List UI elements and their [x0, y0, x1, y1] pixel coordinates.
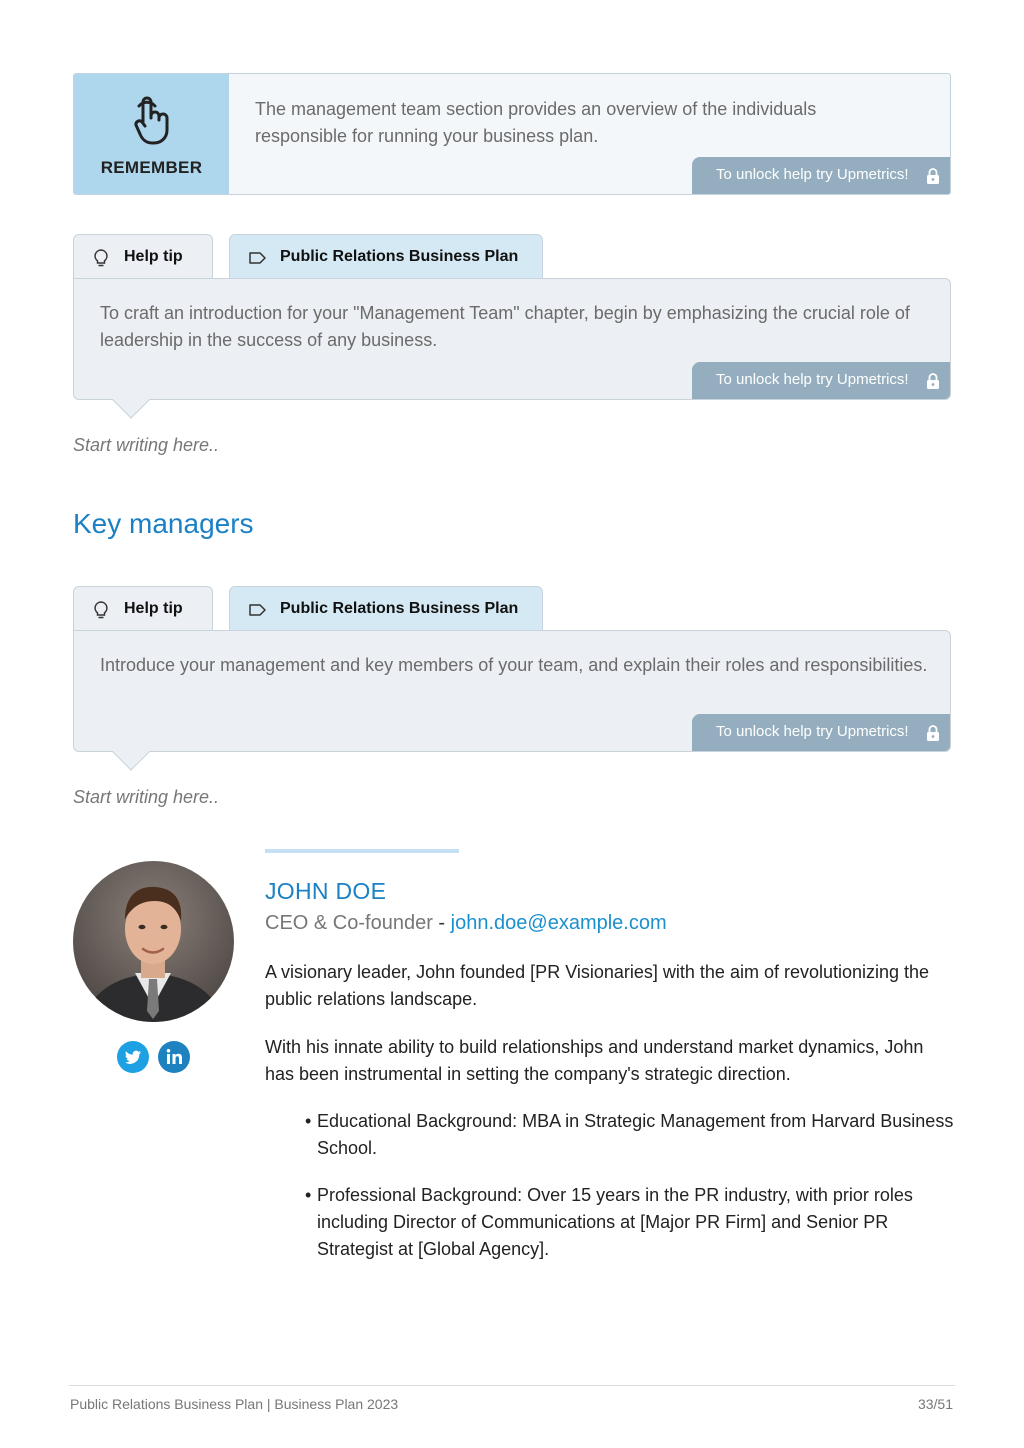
tab-plan-name[interactable]: [229, 234, 543, 279]
tag-icon: [248, 600, 266, 620]
bullet-dot: •: [305, 1185, 312, 1205]
tab-help-tip-label: Help tip: [124, 248, 183, 265]
profile-bio-paragraph: With his innate ability to build relationships and understand market dynamics, John has been instrumental in setting the company's strategic direction.: [265, 1037, 924, 1084]
tab-plan-label: Public Relations Business Plan: [280, 600, 519, 617]
footer-title: Public Relations Business Plan | Business Plan 2023: [70, 1396, 399, 1412]
bullet-dot: •: [305, 1111, 312, 1131]
footer-divider: [69, 1385, 955, 1386]
unlock-text: To unlock help try Upmetrics!: [716, 371, 909, 388]
tab-plan-name[interactable]: [229, 586, 543, 631]
unlock-text: To unlock help try Upmetrics!: [716, 723, 909, 740]
remember-box: [73, 73, 951, 195]
tab-help-tip[interactable]: [73, 234, 213, 279]
profile-bio-paragraph: A visionary leader, John founded [PR Visionaries] with the aim of revolutionizing the public relations landscape.: [265, 962, 930, 1009]
list-item-text: Professional Background: Over 15 years in the PR industry, with prior roles including Director of Communications at [Major PR Firm] and Senior PR Strategist at [Global Agency].: [317, 1185, 913, 1259]
lightbulb-icon: [92, 248, 110, 268]
profile-accent-line: [265, 849, 459, 853]
profile-role: CEO & Co-founder: [265, 912, 433, 934]
help-tip-box: [73, 278, 951, 400]
page-number: 33/51: [917, 1396, 953, 1412]
list-item-text: Educational Background: MBA in Strategic Management from Harvard Business School.: [317, 1111, 954, 1158]
profile-email-link[interactable]: john.doe@example.com: [450, 912, 667, 934]
unlock-banner[interactable]: [692, 157, 950, 194]
tab-help-tip-label: Help tip: [124, 600, 183, 617]
finger-string-icon: [129, 94, 173, 146]
remember-label: REMEMBER: [100, 158, 203, 177]
profile-name: JOHN DOE: [265, 878, 387, 904]
help-tip-text: To craft an introduction for your "Management Team" chapter, begin by emphasizing the crucial role of leadership in the success of any business.: [100, 303, 910, 350]
tab-help-tip[interactable]: [73, 586, 213, 631]
avatar: [73, 861, 234, 1022]
unlock-banner[interactable]: [692, 362, 950, 399]
lock-icon: [926, 725, 940, 741]
lightbulb-icon: [92, 600, 110, 620]
unlock-banner[interactable]: [692, 714, 950, 751]
start-writing-placeholder[interactable]: Start writing here..: [73, 787, 220, 807]
lock-icon: [926, 168, 940, 184]
remember-sidebar: [74, 74, 229, 194]
section-title: Key managers: [73, 508, 254, 539]
avatar-portrait: [73, 861, 234, 1022]
unlock-text: To unlock help try Upmetrics!: [716, 166, 909, 183]
tag-icon: [248, 248, 266, 268]
role-separator: -: [438, 912, 446, 934]
linkedin-icon[interactable]: [158, 1041, 190, 1073]
help-tip-text: Introduce your management and key members of your team, and explain their roles and responsibilities.: [100, 655, 928, 675]
help-tip-box: [73, 630, 951, 752]
tab-plan-label: Public Relations Business Plan: [280, 248, 519, 265]
start-writing-placeholder[interactable]: Start writing here..: [73, 435, 220, 455]
remember-text: The management team section provides an overview of the individuals responsible for running your business plan.: [255, 99, 817, 146]
tip-pointer: [112, 751, 150, 771]
profile-role-line: [265, 912, 667, 935]
tip-pointer: [112, 399, 150, 419]
twitter-icon[interactable]: [117, 1041, 149, 1073]
lock-icon: [926, 373, 940, 389]
